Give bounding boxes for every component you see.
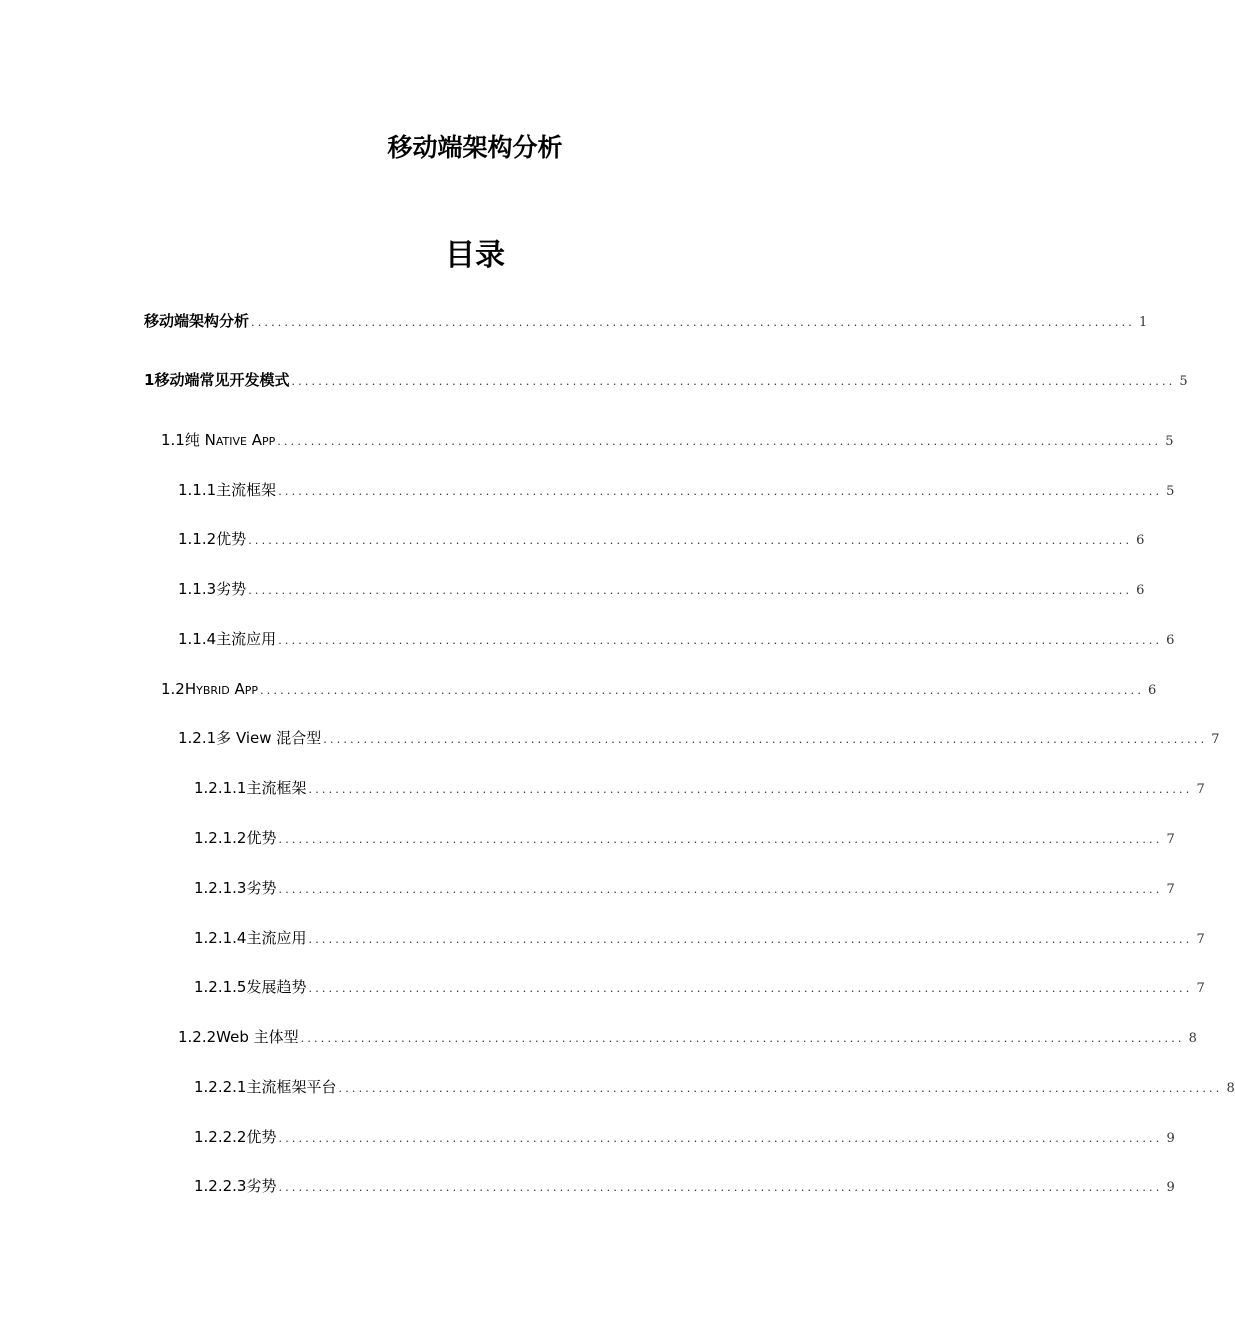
toc-entry-number: 1.2.1.5 <box>194 978 247 996</box>
toc-page-number: 7 <box>1166 882 1175 897</box>
toc-entry-text: 主流框架 <box>216 481 277 499</box>
toc-dot-leader: .................................................................................................................................... <box>278 883 1163 896</box>
toc-page-number: 7 <box>1196 981 1205 996</box>
toc-dot-leader: .................................................................................................................................... <box>291 375 1176 388</box>
toc-entry-text: 主流应用 <box>216 630 277 648</box>
toc-entry-text: 移动端架构分析 <box>144 312 250 330</box>
toc-page-number: 7 <box>1196 782 1205 797</box>
toc-entry-number: 1.2.2.1 <box>194 1078 247 1096</box>
toc-text-part-small-caps: PP <box>244 684 259 697</box>
toc-entry-text: 优势 <box>246 829 277 847</box>
toc-entry-number: 1.1.3 <box>178 580 217 598</box>
toc-entry[interactable] <box>178 627 1175 651</box>
toc-dot-leader: .................................................................................................................................... <box>278 634 1163 647</box>
toc-entry-text: 主流应用 <box>246 929 307 947</box>
toc-page-number: 6 <box>1166 633 1175 648</box>
toc-page-number: 7 <box>1166 832 1175 847</box>
toc-page-number: 7 <box>1196 932 1205 947</box>
toc-entry-text: 劣势 <box>246 879 277 897</box>
toc-entry[interactable] <box>194 926 1205 950</box>
toc-heading: 目录 <box>445 238 505 273</box>
toc-page-number: 8 <box>1188 1031 1197 1046</box>
toc-entry-text <box>185 428 275 454</box>
toc-dot-leader: .................................................................................................................................... <box>278 1132 1163 1145</box>
toc-dot-leader: .................................................................................................................................... <box>248 584 1133 597</box>
toc-entry[interactable] <box>194 975 1205 999</box>
toc-entry-text <box>185 677 258 703</box>
toc-entry[interactable] <box>178 726 1220 750</box>
toc-entry[interactable] <box>194 1125 1175 1149</box>
toc-dot-leader: .................................................................................................................................... <box>278 1181 1163 1194</box>
toc-entry-text: 多 View 混合型 <box>216 729 322 747</box>
toc-page-number: 5 <box>1166 484 1175 499</box>
toc-entry[interactable] <box>144 368 1188 392</box>
toc-entry-text: 主流框架平台 <box>246 1078 337 1096</box>
toc-page-number: 7 <box>1211 732 1220 747</box>
toc-entry-text: Web 主体型 <box>216 1028 299 1046</box>
toc-entry-number: 1.2 <box>161 680 185 698</box>
toc-entry[interactable] <box>178 478 1175 502</box>
toc-entry[interactable] <box>194 826 1175 850</box>
toc-entry[interactable] <box>194 1174 1175 1198</box>
toc-dot-leader: .................................................................................................................................... <box>251 316 1135 329</box>
toc-entry[interactable] <box>194 1075 1235 1099</box>
toc-text-part-small-caps: YBRID <box>196 684 230 697</box>
toc-page-number: 5 <box>1165 434 1174 449</box>
toc-entry[interactable] <box>161 677 1157 701</box>
toc-entry-text: 移动端常见开发模式 <box>154 371 290 389</box>
toc-dot-leader: .................................................................................................................................... <box>260 684 1145 697</box>
toc-text-part: H <box>184 680 197 698</box>
toc-dot-leader: .................................................................................................................................... <box>308 933 1193 946</box>
toc-entry[interactable] <box>194 876 1175 900</box>
toc-dot-leader: .................................................................................................................................... <box>300 1032 1185 1045</box>
toc-entry[interactable] <box>161 428 1174 452</box>
toc-dot-leader: .................................................................................................................................... <box>308 783 1193 796</box>
toc-text-part: A <box>229 680 245 698</box>
toc-page-number: 6 <box>1136 533 1145 548</box>
toc-entry-number: 1.2.2.3 <box>194 1177 247 1195</box>
toc-entry[interactable] <box>178 1025 1197 1049</box>
toc-page-number: 9 <box>1166 1131 1175 1146</box>
toc-entry-text: 劣势 <box>216 580 247 598</box>
toc-entry-number: 1.2.1.4 <box>194 929 247 947</box>
toc-dot-leader: .................................................................................................................................... <box>277 435 1162 448</box>
toc-entry-number: 1.1.1 <box>178 481 217 499</box>
toc-text-part-small-caps: ATIVE <box>215 435 247 448</box>
toc-entry-number: 1.1.4 <box>178 630 217 648</box>
toc-dot-leader: .................................................................................................................................... <box>338 1082 1223 1095</box>
toc-entry-number: 1.2.2.2 <box>194 1128 247 1146</box>
toc-entry[interactable] <box>144 309 1148 333</box>
toc-entry-number: 1.1.2 <box>178 530 217 548</box>
toc-entry-text: 主流框架 <box>246 779 307 797</box>
toc-text-part-small-caps: PP <box>262 435 276 448</box>
toc-entry-number: 1.1 <box>161 431 185 449</box>
toc-text-part: 纯 N <box>184 431 216 449</box>
toc-entry-number: 1.2.1.2 <box>194 829 247 847</box>
toc-entry-text: 优势 <box>216 530 247 548</box>
toc-page-number: 8 <box>1226 1081 1235 1096</box>
toc-entry-text: 发展趋势 <box>246 978 307 996</box>
toc-dot-leader: .................................................................................................................................... <box>278 833 1163 846</box>
toc-entry-text: 优势 <box>246 1128 277 1146</box>
toc-entry[interactable] <box>178 527 1145 551</box>
toc-entry-number: 1.2.1.1 <box>194 779 247 797</box>
toc-page-number: 6 <box>1136 583 1145 598</box>
toc-page-number: 6 <box>1148 683 1157 698</box>
toc-dot-leader: .................................................................................................................................... <box>323 733 1208 746</box>
toc-entry[interactable] <box>194 776 1205 800</box>
toc-dot-leader: .................................................................................................................................... <box>278 485 1163 498</box>
toc-dot-leader: .................................................................................................................................... <box>248 534 1133 547</box>
toc-entry[interactable] <box>178 577 1145 601</box>
toc-entry-number: 1.2.1.3 <box>194 879 247 897</box>
document-title: 移动端架构分析 <box>387 133 563 162</box>
toc-entry-number: 1 <box>144 371 155 389</box>
toc-text-part: A <box>246 431 262 449</box>
toc-dot-leader: .................................................................................................................................... <box>308 982 1193 995</box>
toc-page-number: 1 <box>1138 315 1148 330</box>
toc-entry-number: 1.2.1 <box>178 729 217 747</box>
toc-entry-number: 1.2.2 <box>178 1028 217 1046</box>
toc-entry-text: 劣势 <box>246 1177 277 1195</box>
toc-page-number: 5 <box>1179 374 1188 389</box>
toc-page-number: 9 <box>1166 1180 1175 1195</box>
